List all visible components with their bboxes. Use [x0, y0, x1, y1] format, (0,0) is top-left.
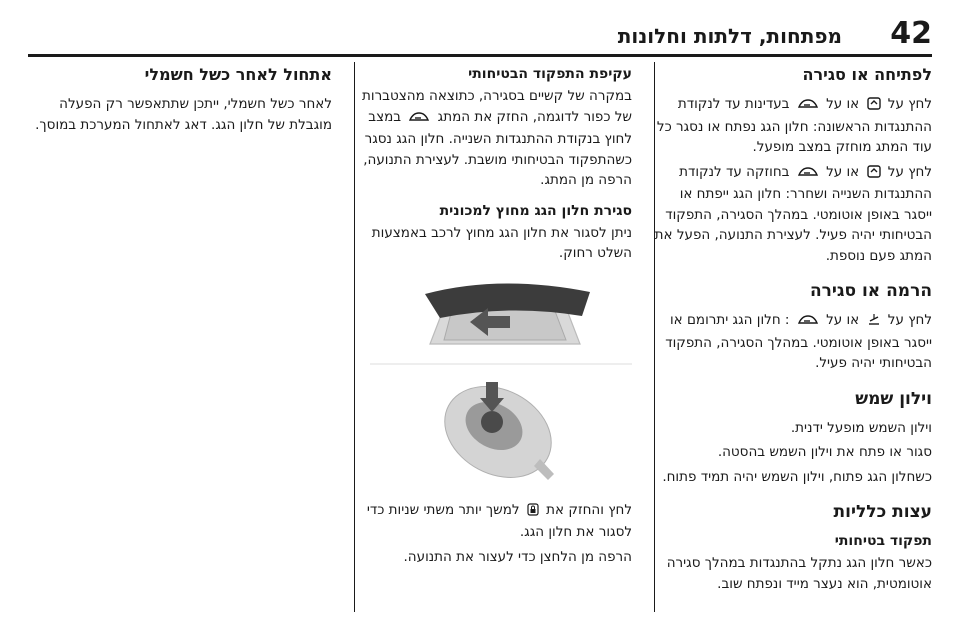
- sunroof-slide-icon: [797, 312, 819, 333]
- sunroof-slide-icon: [408, 109, 430, 130]
- lock-key-icon: [527, 502, 539, 523]
- page-number: 42: [890, 16, 932, 51]
- figure-sunroof-and-key: [370, 274, 632, 494]
- subheading-override-safety: עקיפת התפקוד הבטיחותי: [468, 66, 632, 82]
- column-right: [654, 64, 932, 598]
- paragraph-safety-function: כאשר חלון הגג נתקל בהתנגדות במהלך סגירה אוטומטית, הוא נעצר מייד ונפתח שוב.: [666, 555, 932, 592]
- lock-button: [481, 411, 503, 433]
- paragraph-sunblind-open: כשחלון הגג פתוח, וילון השמש יהיה תמיד פתוח.: [662, 468, 932, 485]
- paragraph-sunblind-manual: וילון השמש מופעל ידנית.: [790, 419, 932, 436]
- sunroof-slide-icon: [797, 164, 819, 185]
- paragraph-remote-close: ניתן לסגור את חלון הגג מחוץ לרכב באמצעות השלט רחוק.: [371, 224, 632, 261]
- paragraph-raise: לחץ על או על : חלון הגג יתרומם או ייסגר באופן אוטומטי. במהלך הסגירה, התפקוד הבטיחותי יהיה פעיל.: [665, 312, 932, 371]
- paragraph-soft-press: לחץ על או על בעדינות עד לנקודת ההתנגדות הראשונה: חלון הגג נפתח או נסגר כל עוד המתג מוחזק במצב מופעל.: [656, 96, 932, 155]
- sunroof-tilt-icon: [867, 96, 881, 117]
- paragraph-sunblind-slide: סגור או פתח את וילון השמש בהסטה.: [717, 444, 932, 460]
- column-middle: [354, 64, 632, 571]
- section-heading-general-tips: עצות כלליות: [833, 502, 932, 522]
- subheading-close-from-outside: סגירת חלון הגג מחוץ למכונית: [439, 202, 632, 219]
- page-title: מפתחות, דלתות וחלונות: [617, 24, 842, 48]
- paragraph-firm-press: לחץ על או על בחוזקה עד לנקודת ההתנגדות השנייה ושחרר: חלון הגג ייפתח או ייסגר באופן אוטומטי. במהלך הסגירה, התפקוד הבטיחותי יהיה פעיל. לעצירת התנועה, הפעל את המתג פעם נוספת.: [654, 163, 932, 264]
- section-heading-open-close: לפתיחה או סגירה: [802, 65, 932, 84]
- section-heading-raise-close: הרמה או סגירה: [809, 281, 932, 301]
- paragraph-initialize: לאחר כשל חשמלי, ייתכן שתתאפשר רק הפעלה מוגבלת של חלון הגג. דאג לאתחול המערכת במוסך.: [35, 96, 332, 133]
- header-rule: [28, 54, 932, 57]
- sunroof-slide-icon: [797, 96, 819, 117]
- sunroof-raise-icon: [867, 312, 881, 333]
- column-left: [28, 64, 332, 139]
- illustration-sunroof-remote: [370, 274, 632, 494]
- sunroof-tilt-icon: [867, 164, 881, 185]
- page-header: [0, 0, 960, 58]
- paragraph-press-hold: לחץ והחזק את למשך יותר משתי שניות כדי לסגור את חלון הגג.: [366, 501, 632, 540]
- paragraph-release: הרפה מן הלחצן כדי לעצור את התנועה.: [403, 548, 632, 565]
- section-heading-initialize: אתחול לאחר כשל חשמלי: [144, 65, 332, 84]
- paragraph-override: במקרה של קשיים בסגירה, כתוצאה מהצטברות של כפור לדוגמה, החזק את המתג במצב לחוץ בנקודת ההתנגדות השנייה. חלון הגג נסגר כשהתפקוד הבטיחותי מושבת. לעצירת התנועה, הרפה מן המתג.: [362, 88, 632, 188]
- section-heading-sunblind: וילון שמש: [855, 388, 932, 409]
- subheading-safety-function: תפקוד בטיחותי: [834, 533, 932, 549]
